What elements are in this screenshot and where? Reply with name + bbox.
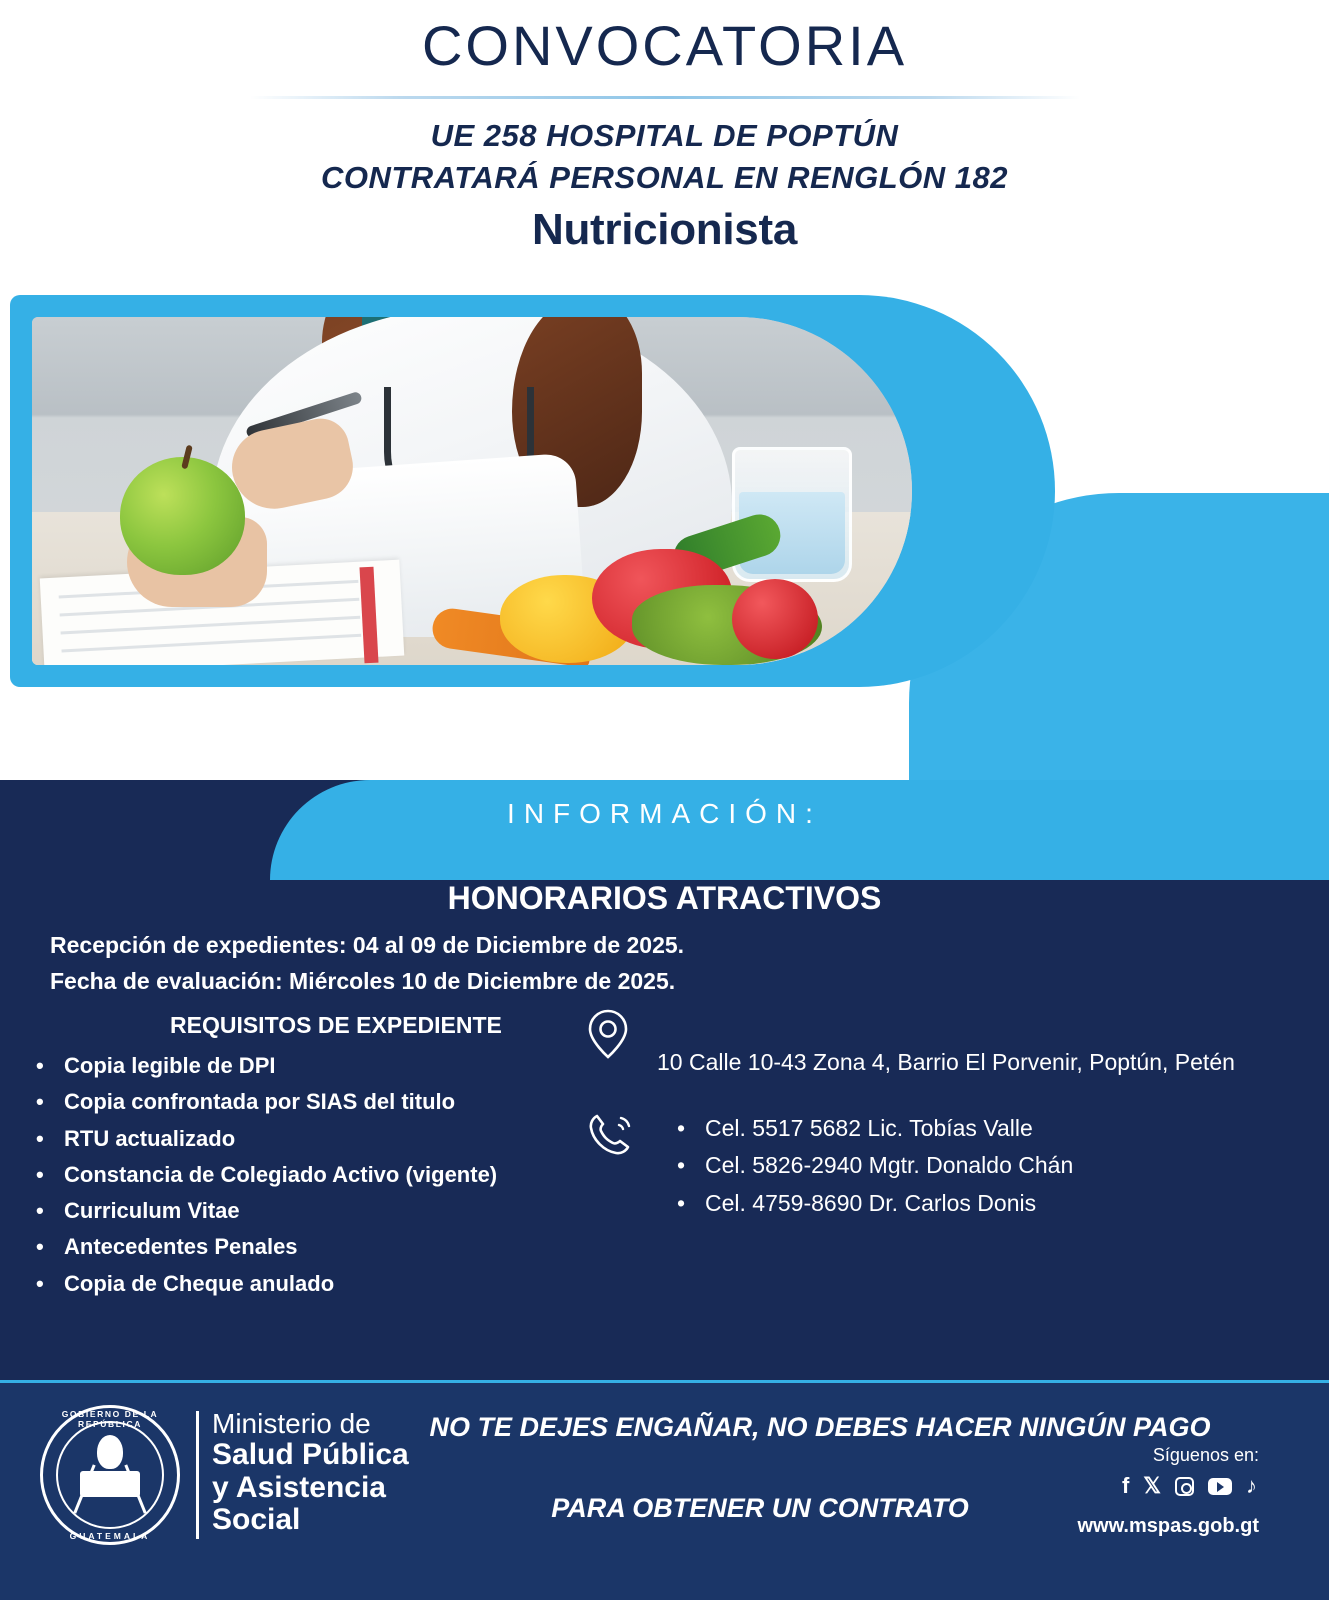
requirements-list: [28, 1048, 497, 1302]
list-item: • Cel. 5517 5682 Lic. Tobías Valle: [657, 1110, 1307, 1147]
tomato: [732, 579, 818, 659]
list-item: • Cel. 5826-2940 Mgtr. Donaldo Chán: [657, 1147, 1307, 1184]
emblem-scroll-icon: [80, 1471, 140, 1497]
position-title: Nutricionista: [531, 205, 798, 255]
x-twitter-icon[interactable]: 𝕏: [1143, 1473, 1161, 1498]
footer-divider: [196, 1411, 199, 1539]
ministry-line-4: Social: [212, 1503, 301, 1537]
warning-text-line-2: PARA OBTENER UN CONTRATO: [551, 1493, 969, 1523]
phone-icon: [585, 1110, 635, 1163]
information-section: [0, 780, 1329, 1380]
list-item: • Antecedentes Penales: [28, 1229, 497, 1265]
evaluation-date: Fecha de evaluación: Miércoles 10 de Diciembre de 2025.: [50, 967, 676, 994]
quetzal-icon: [97, 1435, 123, 1469]
phone-list: [657, 1110, 1307, 1222]
location-pin-icon: [585, 1008, 631, 1065]
government-emblem: [40, 1405, 180, 1545]
social-links[interactable]: [1122, 1475, 1257, 1497]
page-title: CONVOCATORIA: [421, 14, 908, 77]
ministry-line-1: Ministerio de: [212, 1408, 371, 1439]
list-item: • Constancia de Colegiado Activo (vigente): [28, 1157, 497, 1193]
list-item: • RTU actualizado: [28, 1121, 497, 1157]
honorarios-label: HONORARIOS ATRACTIVOS: [447, 880, 882, 916]
emblem-top-text: GOBIERNO DE LA REPÚBLICA: [61, 1409, 159, 1429]
address-text: 10 Calle 10-43 Zona 4, Barrio El Porvenir, Poptún, Petén: [657, 1049, 1235, 1075]
list-item: • Cel. 4759-8690 Dr. Carlos Donis: [657, 1185, 1307, 1222]
hero-banner: [0, 295, 1329, 715]
list-item: • Copia de Cheque anulado: [28, 1266, 497, 1302]
youtube-icon[interactable]: [1208, 1478, 1232, 1495]
requirements-title: REQUISITOS DE EXPEDIENTE: [170, 1012, 502, 1038]
list-item: • Copia legible de DPI: [28, 1048, 497, 1084]
warning-text-line-1: NO TE DEJES ENGAÑAR, NO DEBES HACER NINGÚN PAGO: [429, 1412, 1211, 1442]
instagram-icon[interactable]: [1175, 1477, 1194, 1496]
water-glass: [732, 447, 852, 582]
list-item: • Curriculum Vitae: [28, 1193, 497, 1229]
header-subtitle-unit: UE 258 HOSPITAL DE POPTÚN: [430, 118, 899, 154]
ministry-line-2: Salud Pública: [212, 1438, 409, 1472]
apple-icon: [120, 457, 245, 575]
tiktok-icon[interactable]: ♪: [1246, 1473, 1257, 1498]
reception-dates: Recepción de expedientes: 04 al 09 de Diciembre de 2025.: [50, 932, 685, 958]
list-item: • Copia confrontada por SIAS del titulo: [28, 1084, 497, 1120]
header-divider: [0, 96, 1329, 99]
website-link[interactable]: www.mspas.gob.gt: [1077, 1515, 1259, 1537]
facebook-icon[interactable]: f: [1121, 1473, 1130, 1498]
header-subtitle-renglon: CONTRATARÁ PERSONAL EN RENGLÓN 182: [320, 160, 1008, 196]
poster-footer: [0, 1380, 1329, 1600]
emblem-bottom-text: GUATEMALA: [69, 1531, 151, 1541]
dates-block: [50, 928, 684, 999]
information-header-band: [270, 780, 1329, 880]
poster-header: [0, 0, 1329, 255]
follow-label: Síguenos en:: [1152, 1445, 1259, 1465]
nutritionist-photo: [32, 317, 912, 665]
ministry-line-3: y Asistencia: [212, 1470, 386, 1504]
information-label: INFORMACIÓN:: [507, 798, 822, 829]
ministry-name: [212, 1409, 409, 1536]
divider-line: [250, 96, 1080, 99]
